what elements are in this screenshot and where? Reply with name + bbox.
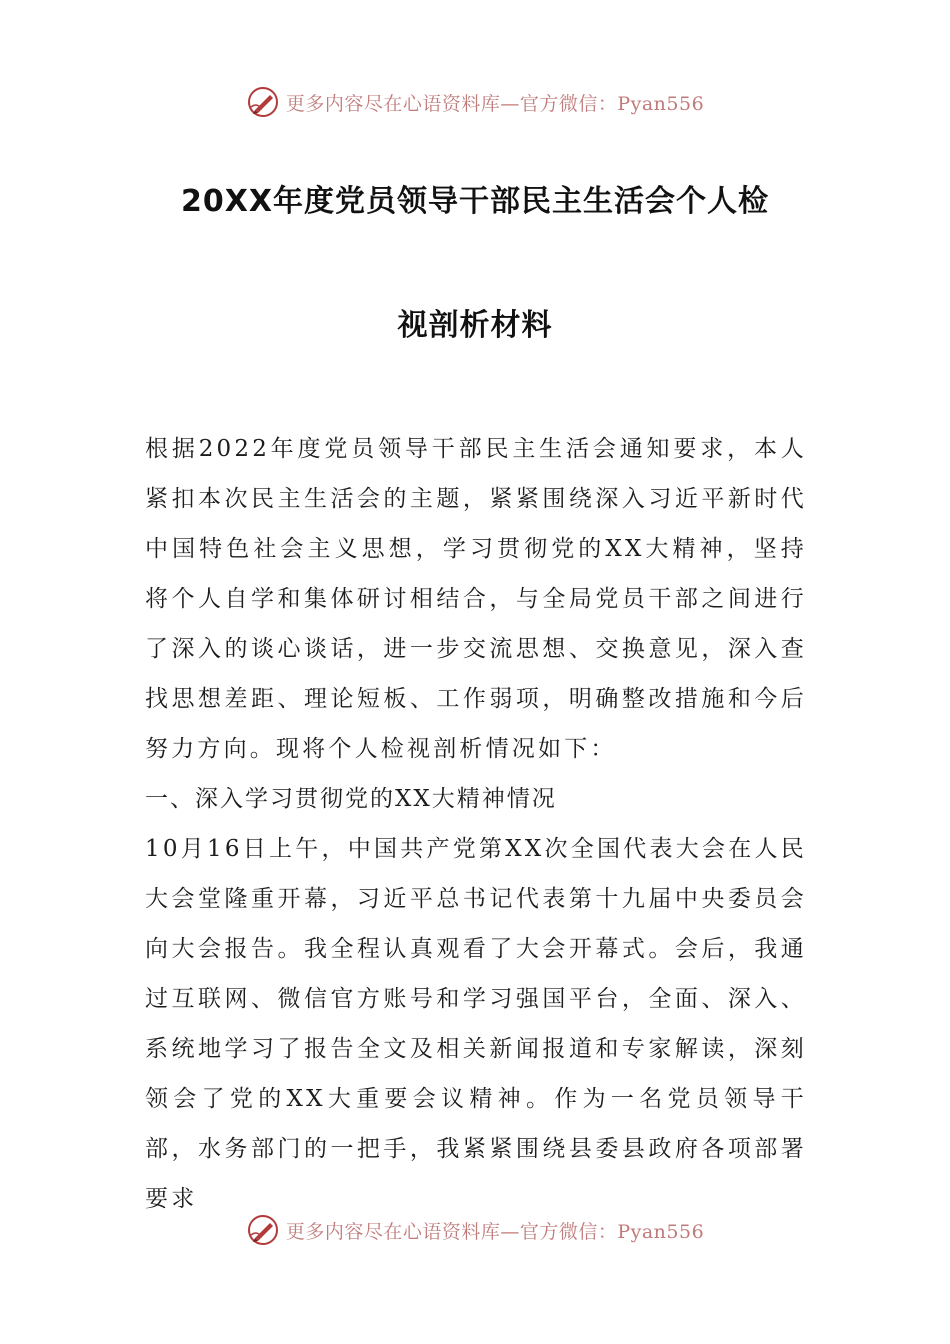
body-paragraph: 10月16日上午，中国共产党第XX次全国代表大会在人民大会堂隆重开幕，习近平总书记代表第十九届中央委员会向大会报告。我全程认真观看了大会开幕式。会后，我通过互联网、微信官方账号和学习强国平台，全面、深入、系统地学习了报告全文及相关新闻报道和专家解读，深刻领会了党的XX大重要会议精神。作为一名党员领导干部，水务部门的一把手，我紧紧围绕县委县政府各项部署要求 [145, 836, 807, 1212]
intro-paragraph: 根据2022年度党员领导干部民主生活会通知要求，本人紧扣本次民主生活会的主题，紧紧围绕深入习近平新时代中国特色社会主义思想，学习贯彻党的XX大精神，坚持将个人自学和集体研讨相结合，与全局党员干部之间进行了深入的谈心谈话，进一步交流思想、交换意见，深入查找思想差距、理论短板、工作弱项，明确整改措施和今后努力方向。现将个人检视剖析情况如下： [145, 436, 807, 762]
document-body [145, 424, 807, 1224]
pen-logo-icon [246, 1213, 280, 1247]
document-title-line1: 20XX年度党员领导干部民主生活会个人检 [180, 184, 769, 219]
watermark-text: 更多内容尽在心语资料库—官方微信：Pyan556 [285, 92, 705, 115]
pen-logo-icon [246, 85, 280, 119]
header-watermark-banner [0, 82, 950, 122]
footer-watermark-banner [0, 1210, 950, 1250]
section-heading: 一、深入学习贯彻党的XX大精神情况 [145, 786, 557, 812]
document-title-line2: 视剖析材料 [397, 308, 553, 343]
watermark-text: 更多内容尽在心语资料库—官方微信：Pyan556 [285, 1220, 705, 1243]
